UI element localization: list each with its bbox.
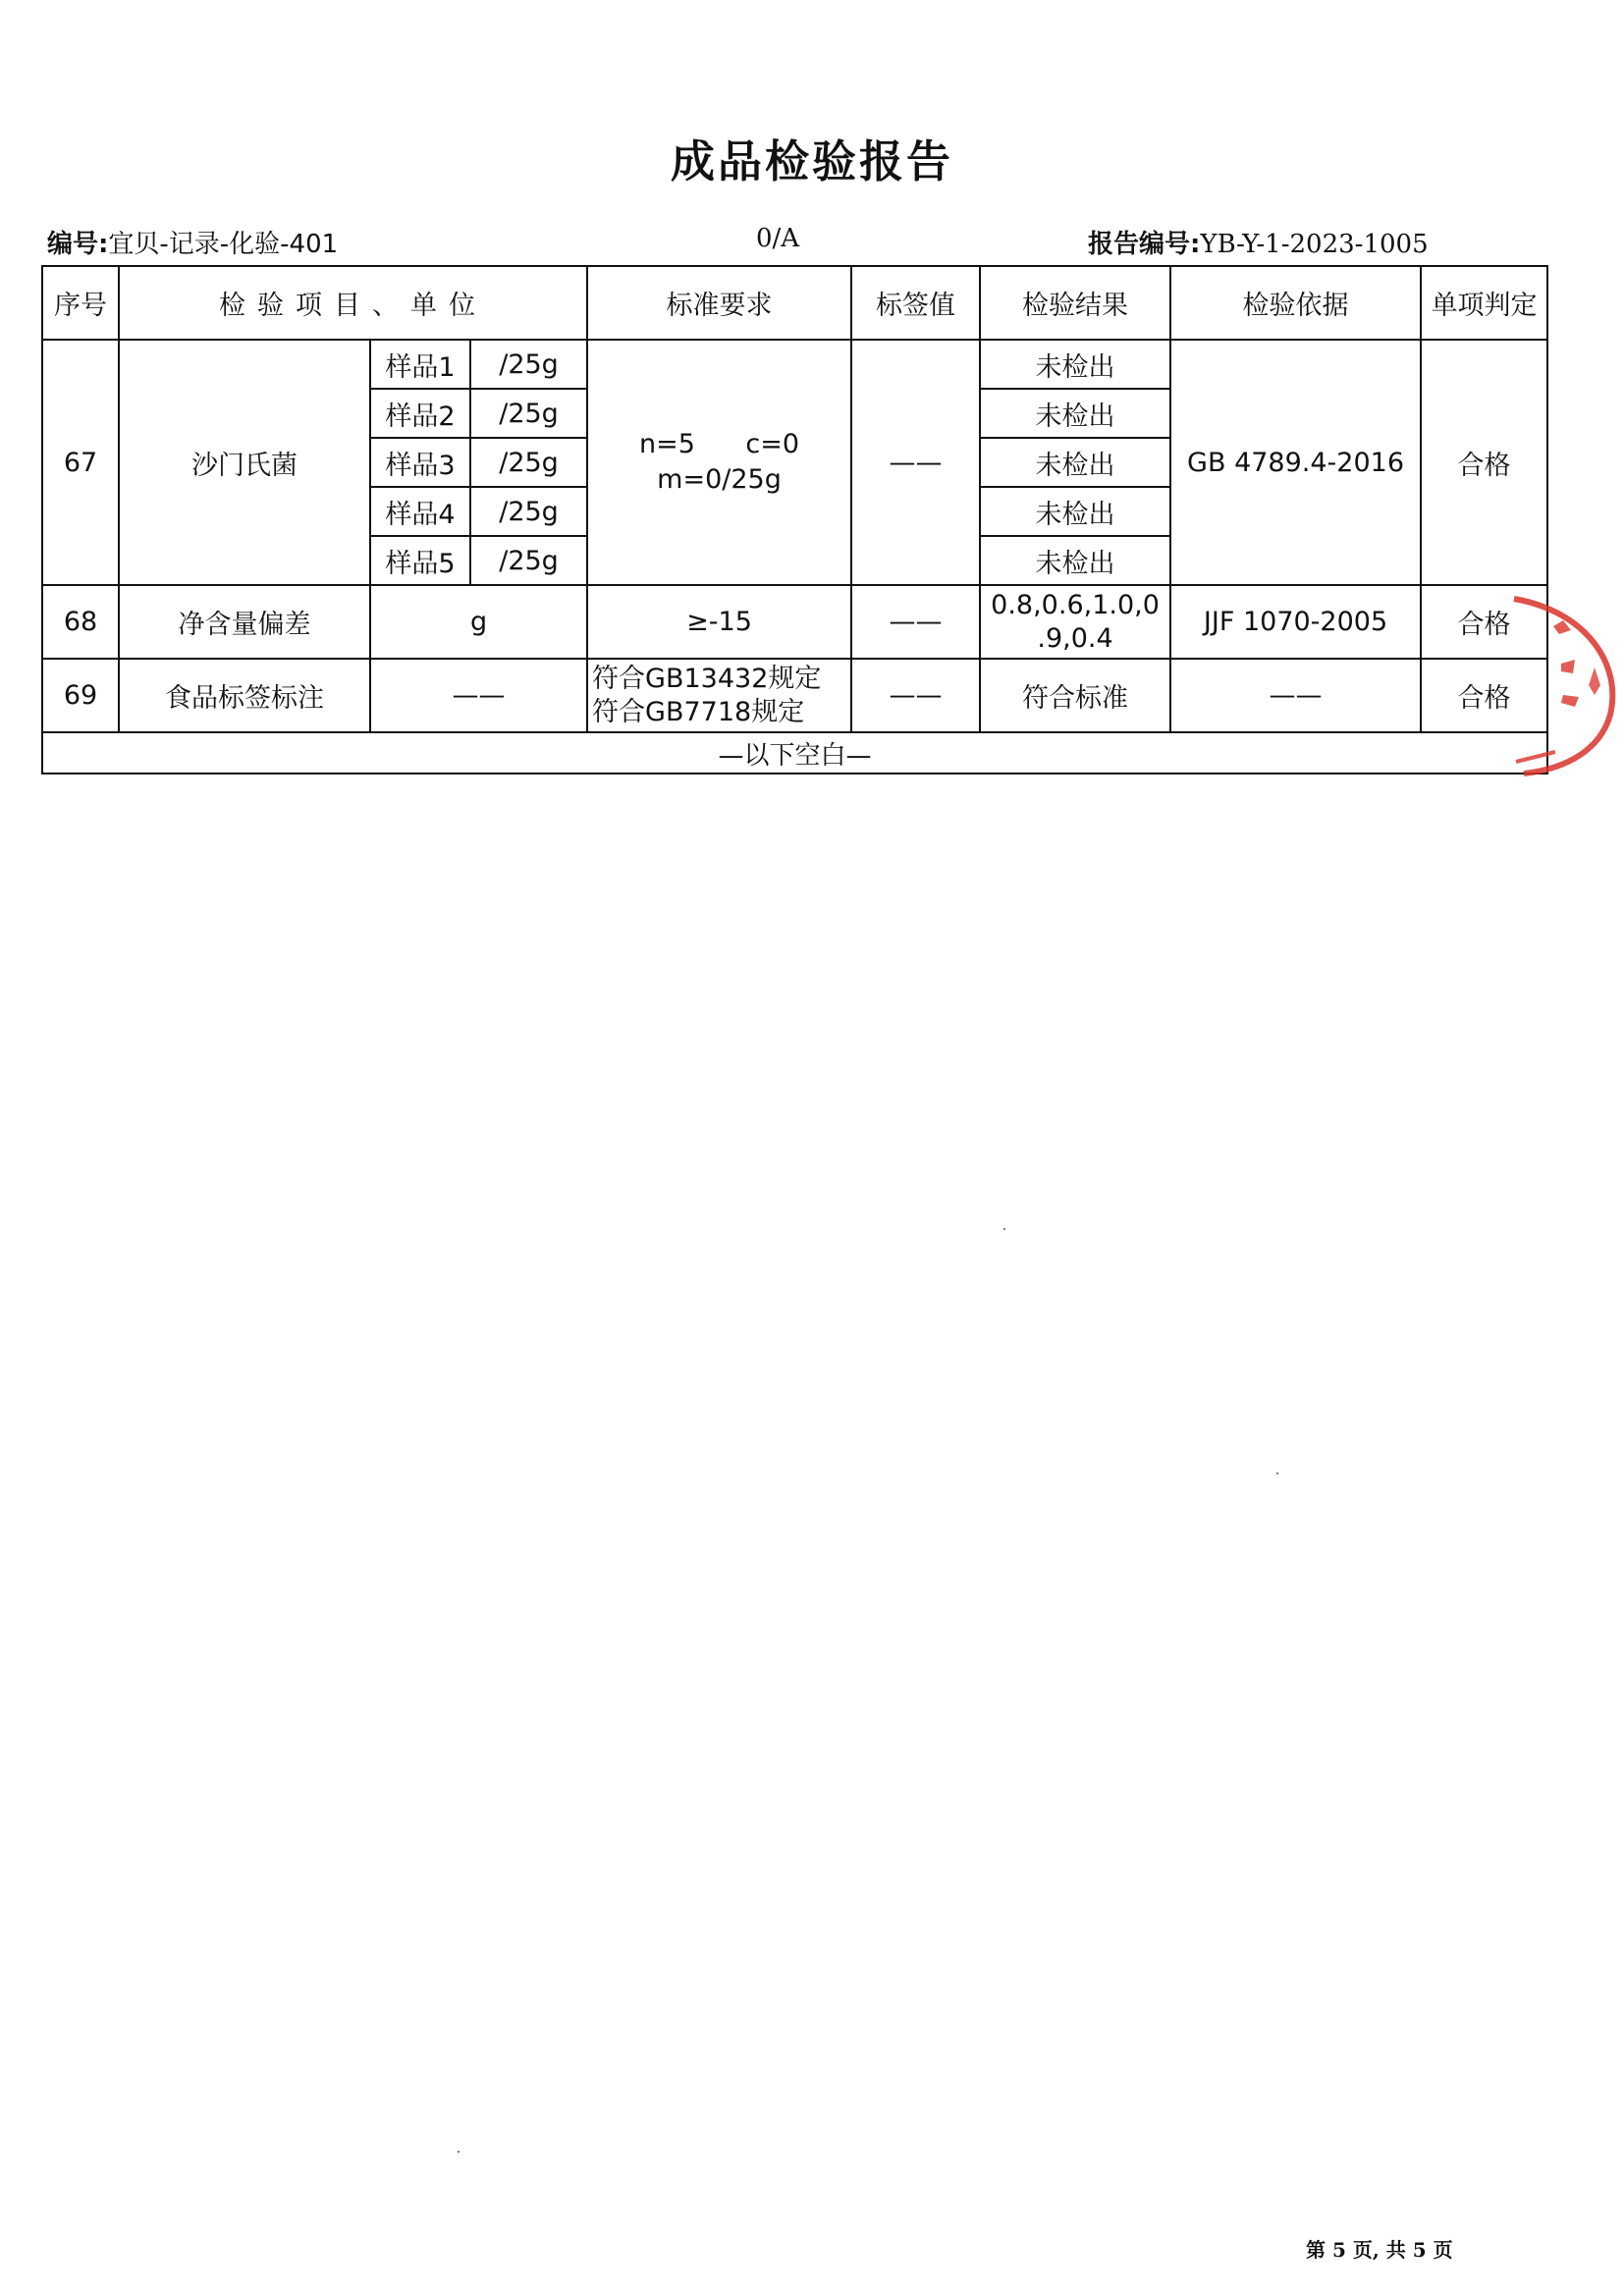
scan-speck — [1276, 1472, 1278, 1474]
row-unit: —— — [370, 659, 587, 732]
sample-result: 未检出 — [980, 340, 1170, 389]
row-judgment: 合格 — [1421, 585, 1547, 659]
sample-result: 未检出 — [980, 389, 1170, 438]
blank-note: —以下空白— — [42, 732, 1547, 774]
report-number — [1088, 224, 1429, 260]
sample-result: 未检出 — [980, 438, 1170, 487]
row-item: 食品标签标注 — [119, 659, 370, 732]
sample-unit: /25g — [470, 438, 587, 487]
sample-unit: /25g — [470, 536, 587, 585]
scan-speck — [458, 2151, 460, 2153]
scan-speck — [1003, 1228, 1005, 1230]
standard-line: 符合GB7718规定 — [592, 696, 805, 727]
row-unit: g — [370, 585, 587, 659]
header-judgment: 单项判定 — [1421, 266, 1547, 340]
table-row — [42, 659, 1547, 732]
header-standard: 标准要求 — [587, 266, 851, 340]
row-judgment: 合格 — [1421, 659, 1547, 732]
row-basis: JJF 1070-2005 — [1170, 585, 1421, 659]
result-line: .9,0.4 — [1037, 622, 1113, 654]
table-row — [42, 732, 1547, 774]
page-indicator: 第 5 页, 共 5 页 — [1306, 2238, 1453, 2262]
record-code-value: 宜贝-记录-化验-401 — [108, 230, 339, 259]
sample-name: 样品4 — [370, 487, 470, 536]
row-basis: —— — [1170, 659, 1421, 732]
header-label-value: 标签值 — [851, 266, 980, 340]
standard-line: m=0/25g — [657, 464, 782, 495]
row-seq: 67 — [42, 340, 119, 585]
row-standard: ≥-15 — [587, 585, 851, 659]
sample-result: 未检出 — [980, 487, 1170, 536]
standard-line: n=5 c=0 — [639, 429, 800, 459]
row-result: 符合标准 — [980, 659, 1170, 732]
result-line: 0.8,0.6,1.0,0 — [991, 589, 1160, 620]
report-title: 成品检验报告 — [670, 135, 953, 187]
header-item-unit: 检验项目、单位 — [119, 266, 587, 340]
sample-name: 样品5 — [370, 536, 470, 585]
row-label-value: —— — [851, 340, 980, 585]
record-code — [47, 224, 338, 260]
sample-name: 样品3 — [370, 438, 470, 487]
inspection-table — [41, 265, 1548, 774]
row-item: 沙门氏菌 — [119, 340, 370, 585]
row-standard — [587, 340, 851, 585]
record-code-label: 编号: — [47, 230, 109, 259]
row-standard — [587, 659, 851, 732]
header-result: 检验结果 — [980, 266, 1170, 340]
table-row — [42, 585, 1547, 659]
sample-unit: /25g — [470, 340, 587, 389]
row-label-value: —— — [851, 585, 980, 659]
row-result — [980, 585, 1170, 659]
header-seq: 序号 — [42, 266, 119, 340]
report-number-label: 报告编号: — [1088, 230, 1201, 259]
row-label-value: —— — [851, 659, 980, 732]
row-seq: 68 — [42, 585, 119, 659]
sample-result: 未检出 — [980, 536, 1170, 585]
sample-name: 样品1 — [370, 340, 470, 389]
row-basis: GB 4789.4-2016 — [1170, 340, 1421, 585]
table-row — [42, 340, 1547, 389]
standard-line: 符合GB13432规定 — [592, 663, 822, 694]
row-item: 净含量偏差 — [119, 585, 370, 659]
row-seq: 69 — [42, 659, 119, 732]
sample-unit: /25g — [470, 487, 587, 536]
table-header-row — [42, 266, 1547, 340]
header-basis: 检验依据 — [1170, 266, 1421, 340]
sample-name: 样品2 — [370, 389, 470, 438]
sample-unit: /25g — [470, 389, 587, 438]
row-judgment: 合格 — [1421, 340, 1547, 585]
report-number-value: YB-Y-1-2023-1005 — [1200, 230, 1429, 259]
version-label: 0/A — [756, 224, 800, 253]
